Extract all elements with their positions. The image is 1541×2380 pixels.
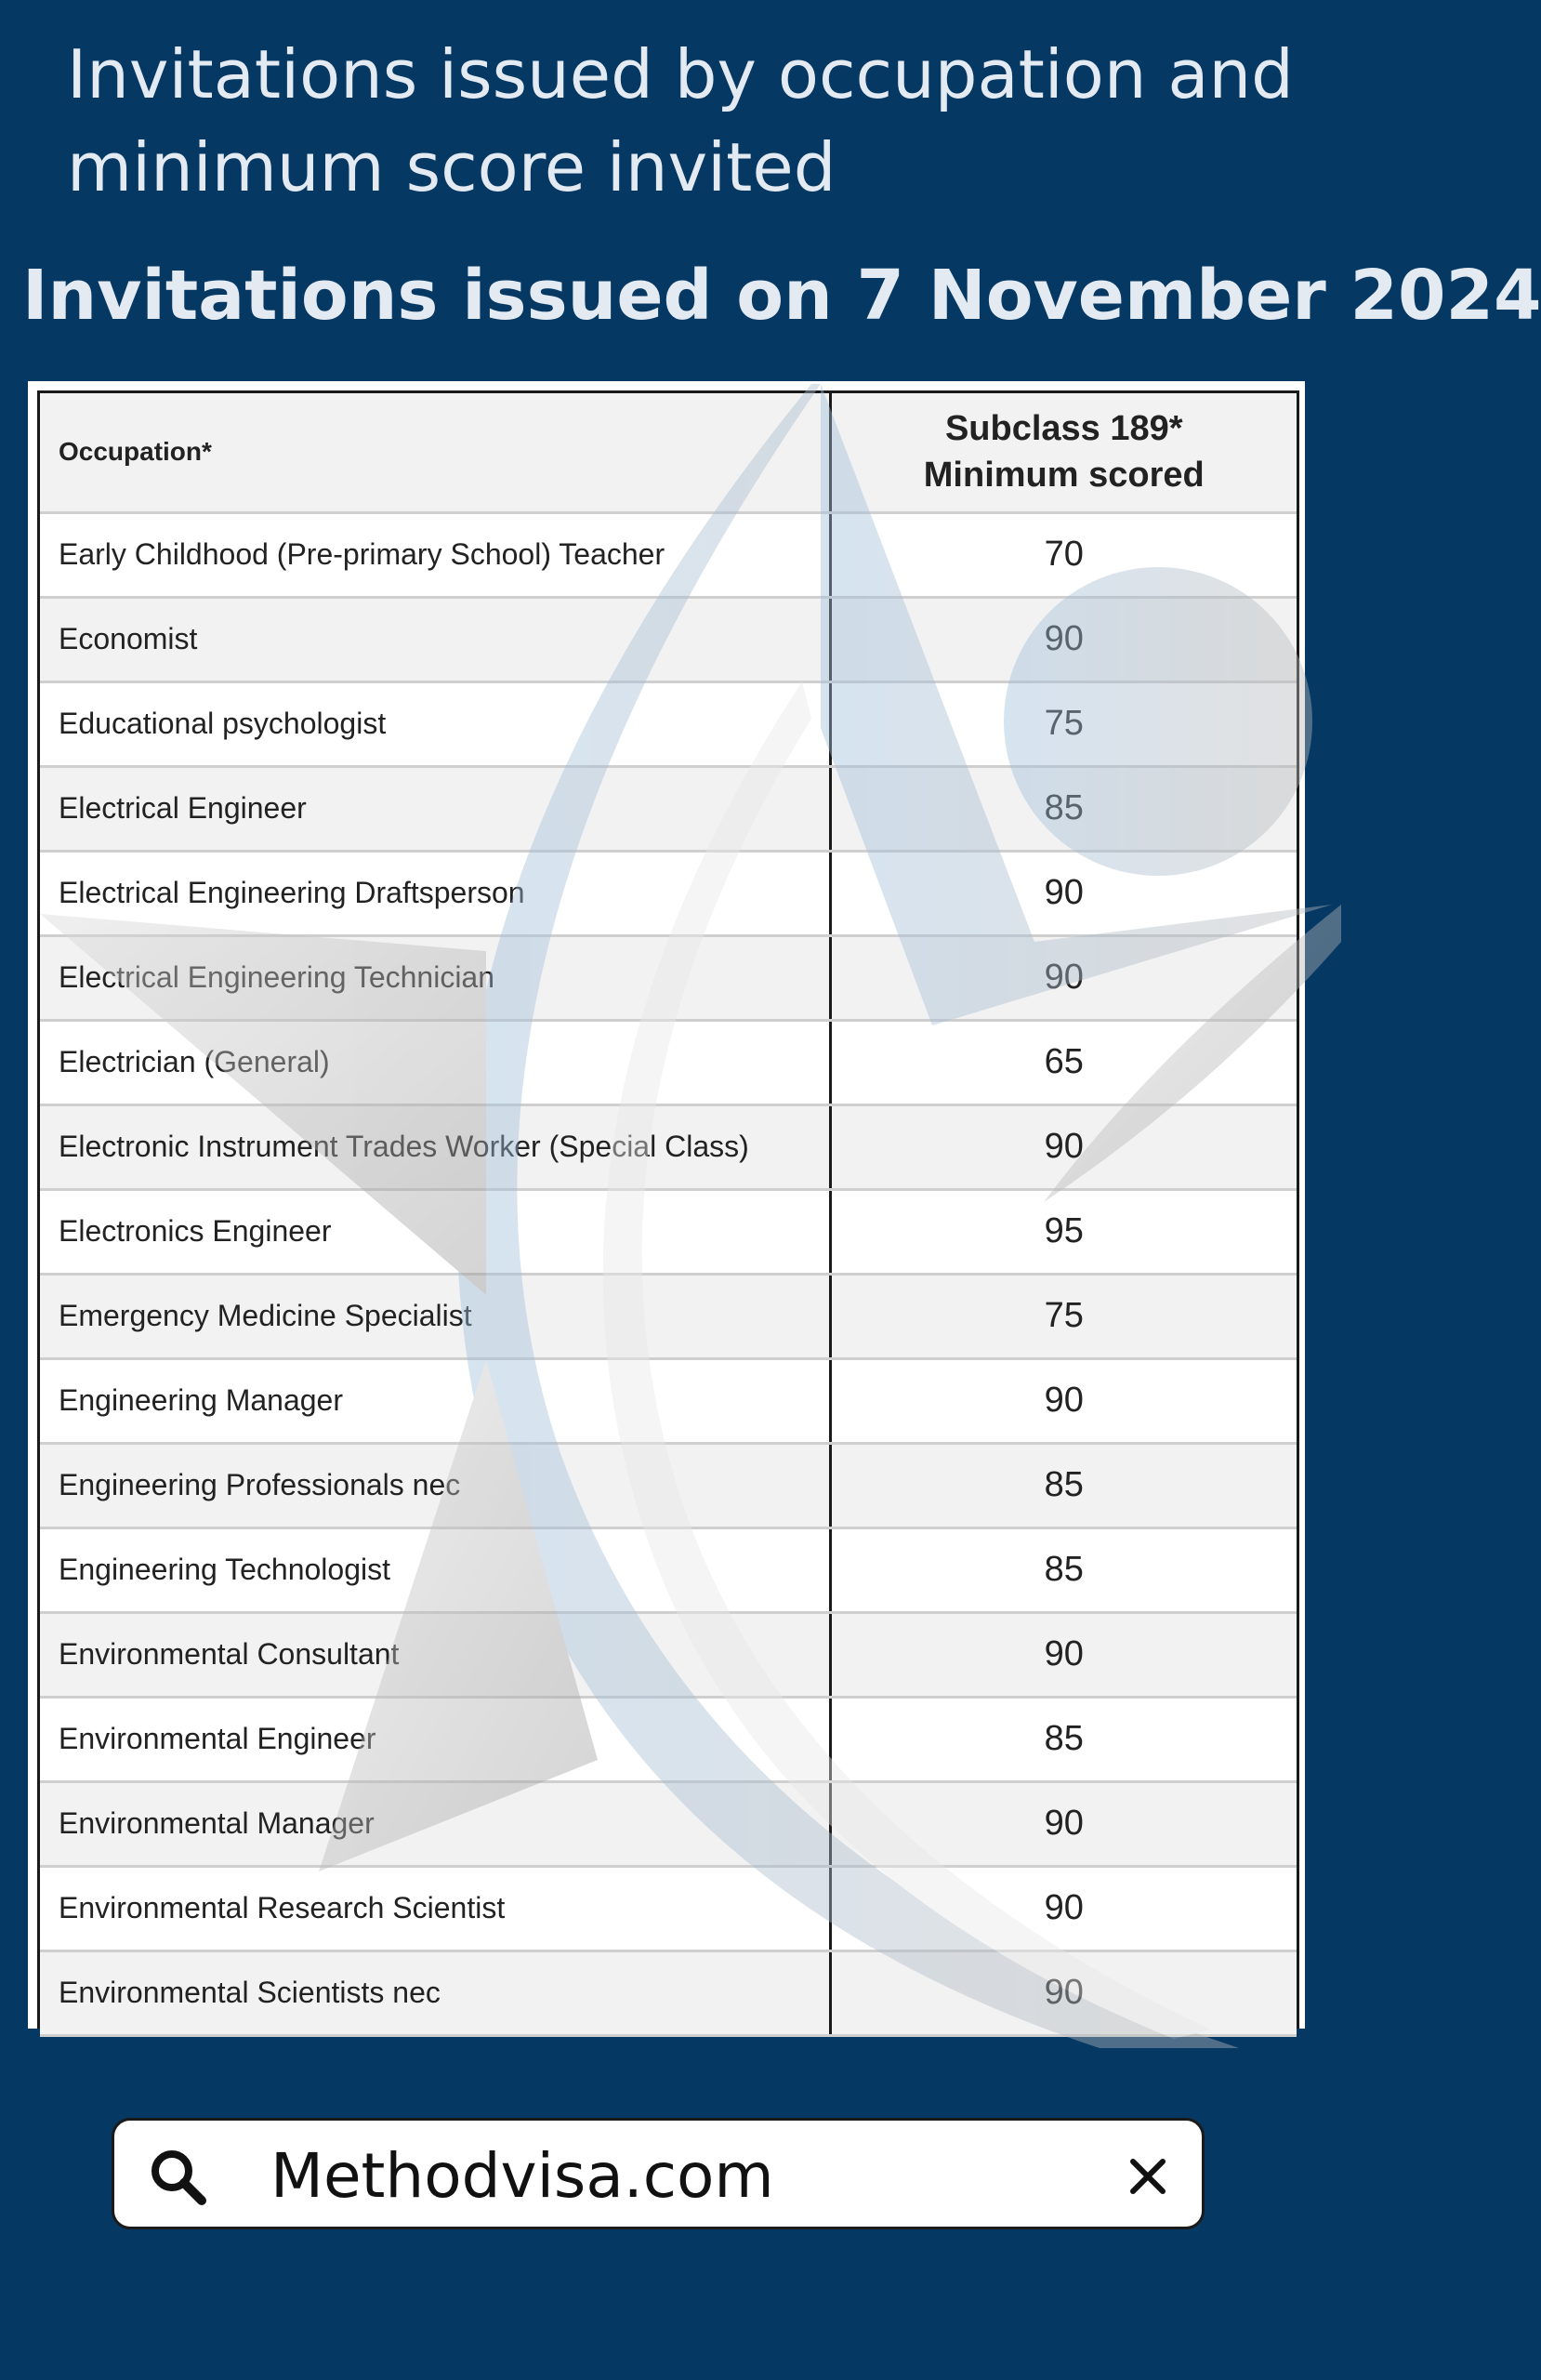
score-cell: 90 <box>830 1358 1297 1443</box>
search-icon[interactable] <box>148 2147 207 2206</box>
table-row <box>40 597 1297 681</box>
score-cell: 90 <box>830 935 1297 1020</box>
search-bar[interactable] <box>112 2118 1205 2229</box>
search-input[interactable]: Methodvisa.com <box>270 2140 774 2212</box>
table-box <box>37 390 1299 2029</box>
table-row <box>40 851 1297 935</box>
table-row <box>40 1527 1297 1612</box>
occupation-cell: Environmental Research Scientist <box>40 1866 830 1950</box>
table-row <box>40 512 1297 597</box>
score-cell: 90 <box>830 1950 1297 2035</box>
score-cell: 85 <box>830 766 1297 851</box>
table-row <box>40 1612 1297 1697</box>
occupation-cell: Electronics Engineer <box>40 1189 830 1274</box>
close-icon[interactable] <box>1120 2149 1176 2204</box>
table-row <box>40 1020 1297 1104</box>
score-cell: 90 <box>830 1781 1297 1866</box>
column-header-occupation: Occupation* <box>40 393 830 512</box>
table-row <box>40 1104 1297 1189</box>
occupation-cell: Economist <box>40 597 830 681</box>
score-cell: 75 <box>830 681 1297 766</box>
occupation-cell: Early Childhood (Pre-primary School) Teacher <box>40 512 830 597</box>
table-row <box>40 1866 1297 1950</box>
occupation-cell: Electrician (General) <box>40 1020 830 1104</box>
table-row <box>40 1443 1297 1527</box>
table-header-row <box>40 393 1297 512</box>
score-cell: 70 <box>830 512 1297 597</box>
table-row <box>40 935 1297 1020</box>
invitations-table <box>40 393 1297 2037</box>
table-row <box>40 1189 1297 1274</box>
column-header-score-line1: Subclass 189* <box>944 409 1183 449</box>
occupation-cell: Electrical Engineering Technician <box>40 935 830 1020</box>
occupation-cell: Electrical Engineer <box>40 766 830 851</box>
occupation-cell: Educational psychologist <box>40 681 830 766</box>
table-row <box>40 1697 1297 1781</box>
occupation-cell: Emergency Medicine Specialist <box>40 1274 830 1358</box>
page-subtitle: Invitations issued on 7 November 2024 <box>22 256 1541 336</box>
occupation-cell: Environmental Consultant <box>40 1612 830 1697</box>
score-cell: 90 <box>830 851 1297 935</box>
table-row <box>40 1781 1297 1866</box>
occupation-cell: Environmental Manager <box>40 1781 830 1866</box>
score-cell: 85 <box>830 1697 1297 1781</box>
score-cell: 85 <box>830 1443 1297 1527</box>
score-cell: 90 <box>830 1104 1297 1189</box>
occupation-cell: Engineering Technologist <box>40 1527 830 1612</box>
occupation-cell: Environmental Scientists nec <box>40 1950 830 2035</box>
column-header-score <box>830 393 1297 512</box>
occupation-cell: Engineering Manager <box>40 1358 830 1443</box>
score-cell: 90 <box>830 597 1297 681</box>
score-cell: 95 <box>830 1189 1297 1274</box>
table-row <box>40 681 1297 766</box>
occupation-cell: Environmental Engineer <box>40 1697 830 1781</box>
score-cell: 90 <box>830 1612 1297 1697</box>
score-cell: 65 <box>830 1020 1297 1104</box>
table-row <box>40 1274 1297 1358</box>
table-row <box>40 1358 1297 1443</box>
page-title: Invitations issued by occupation and minimum score invited <box>67 35 1294 206</box>
table-row <box>40 1950 1297 2035</box>
table-frame <box>28 381 1305 2029</box>
column-header-score-line2: Minimum scored <box>923 456 1205 496</box>
table-row <box>40 766 1297 851</box>
occupation-cell: Electrical Engineering Draftsperson <box>40 851 830 935</box>
score-cell: 85 <box>830 1527 1297 1612</box>
occupation-cell: Engineering Professionals nec <box>40 1443 830 1527</box>
occupation-cell: Electronic Instrument Trades Worker (Special Class) <box>40 1104 830 1189</box>
score-cell: 75 <box>830 1274 1297 1358</box>
score-cell: 90 <box>830 1866 1297 1950</box>
table-body <box>40 512 1297 2035</box>
